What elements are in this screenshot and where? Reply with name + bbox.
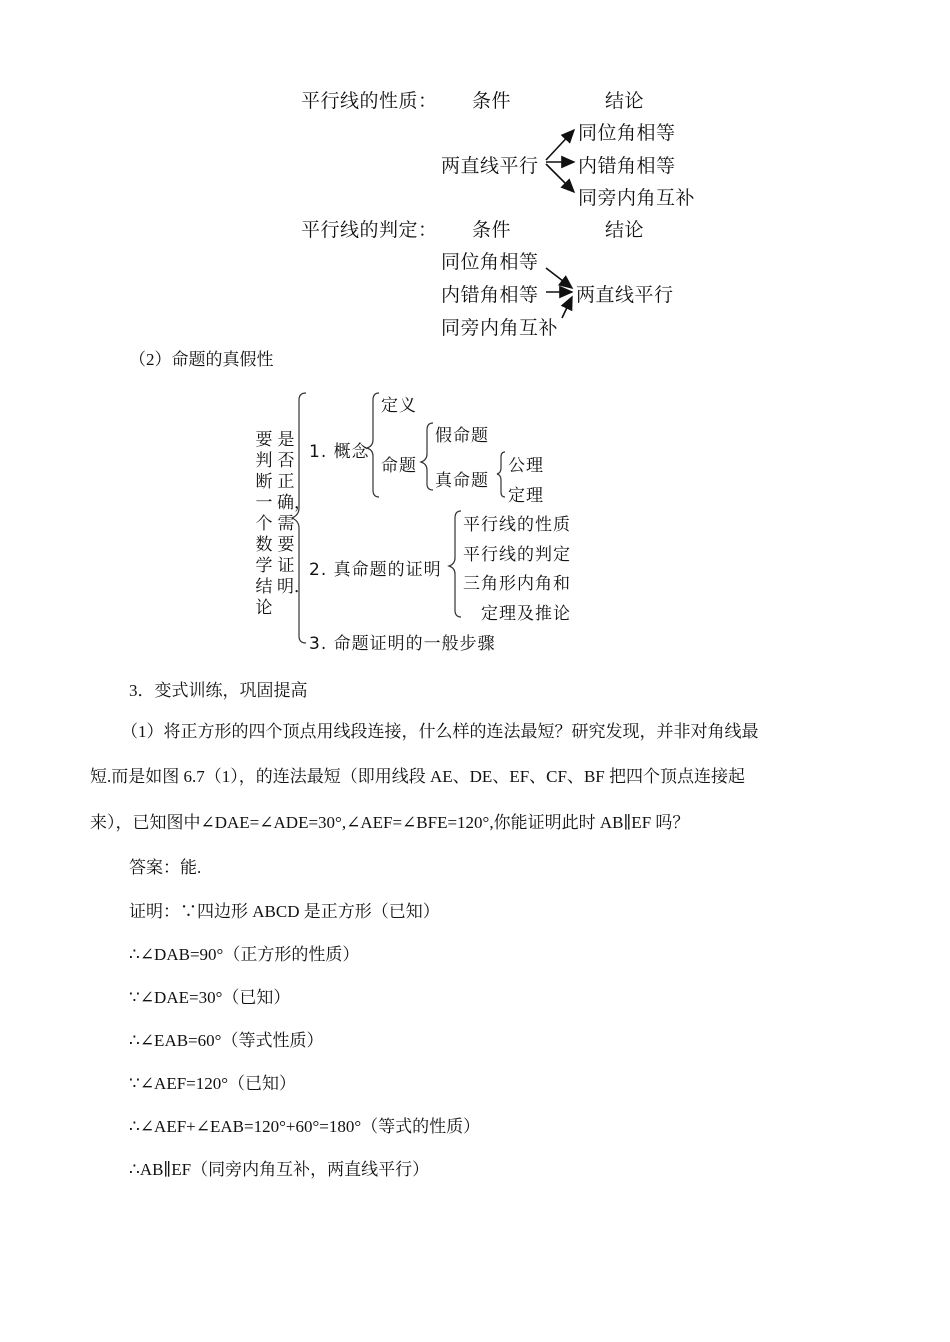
item-definition: 定义 [381, 396, 417, 416]
answer: 答案：能. [129, 858, 202, 877]
judgment-title: 平行线的判定： [301, 219, 438, 241]
proof-line-2: ∴∠DAB=90°（正方形的性质） [129, 945, 360, 964]
arrow-4 [546, 268, 572, 288]
vertical-text-left: 要判断一个数学结论 [255, 430, 273, 618]
problem-line-1: （1）将正方形的四个顶点用线段连接，什么样的连法最短？研究发现，并非对角线最 [121, 722, 759, 741]
section2-title: （2）命题的真假性 [129, 350, 274, 369]
arrow-1 [546, 130, 574, 160]
item-proof-steps: 3. 命题证明的一般步骤 [309, 634, 496, 654]
property-conclusion-2: 内错角相等 [578, 155, 676, 177]
property-title: 平行线的性质： [301, 90, 438, 112]
item-true-proposition: 真命题 [435, 471, 489, 491]
condition-label: 条件 [472, 90, 512, 112]
proof-sub-2: 平行线的判定 [463, 545, 571, 565]
problem-line-2: 短.而是如图 6.7（1），的连法最短（即用线段 AE、DE、EF、CF、BF 把四个顶点连接起 [90, 767, 745, 786]
judgment-condition-2: 内错角相等 [441, 284, 539, 306]
proof-sub-1: 平行线的性质 [463, 515, 571, 535]
brace-concept [367, 393, 379, 497]
section3-title: 3．变式训练，巩固提高 [129, 681, 308, 700]
property-condition: 两直线平行 [441, 155, 539, 177]
arrow-6 [562, 297, 572, 318]
brace-main [292, 393, 306, 643]
proof-line-6: ∴∠AEF+∠EAB=120°+60°=180°（等式的性质） [129, 1117, 481, 1136]
proof-sub-3: 三角形内角和 [463, 574, 571, 594]
judgment-condition-1: 同位角相等 [441, 251, 539, 273]
property-conclusion-3: 同旁内角互补 [578, 187, 696, 209]
proof-line-7: ∴AB∥EF（同旁内角互补，两直线平行） [129, 1160, 430, 1179]
proof-line-1: 证明：∵四边形 ABCD 是正方形（已知） [129, 902, 440, 921]
judgment-conclusion: 两直线平行 [576, 284, 674, 306]
condition-label-2: 条件 [472, 219, 512, 241]
item-proof: 2. 真命题的证明 [309, 560, 442, 580]
item-false-proposition: 假命题 [435, 426, 489, 446]
brace-proof [449, 511, 461, 617]
brace-proposition [421, 423, 433, 490]
vertical-text-right: 是否正确，需要证明． [277, 430, 311, 597]
proof-line-5: ∵∠AEF=120°（已知） [129, 1074, 297, 1093]
conclusion-label: 结论 [605, 90, 645, 112]
item-proposition: 命题 [381, 456, 417, 476]
item-axiom: 公理 [508, 456, 544, 476]
proof-line-3: ∵∠DAE=30°（已知） [129, 988, 291, 1007]
proof-line-4: ∴∠EAB=60°（等式性质） [129, 1031, 324, 1050]
problem-line-3: 来），已知图中∠DAE=∠ADE=30°,∠AEF=∠BFE=120°,你能证明此时 AB∥EF 吗？ [90, 813, 690, 832]
brace-true [497, 452, 505, 497]
property-conclusion-1: 同位角相等 [578, 122, 676, 144]
judgment-condition-3: 同旁内角互补 [441, 317, 559, 339]
proof-sub-4: 定理及推论 [481, 604, 571, 624]
item-theorem: 定理 [508, 486, 544, 506]
conclusion-label-2: 结论 [605, 219, 645, 241]
item-concept: 1. 概念 [309, 442, 370, 462]
arrow-3 [546, 164, 574, 192]
